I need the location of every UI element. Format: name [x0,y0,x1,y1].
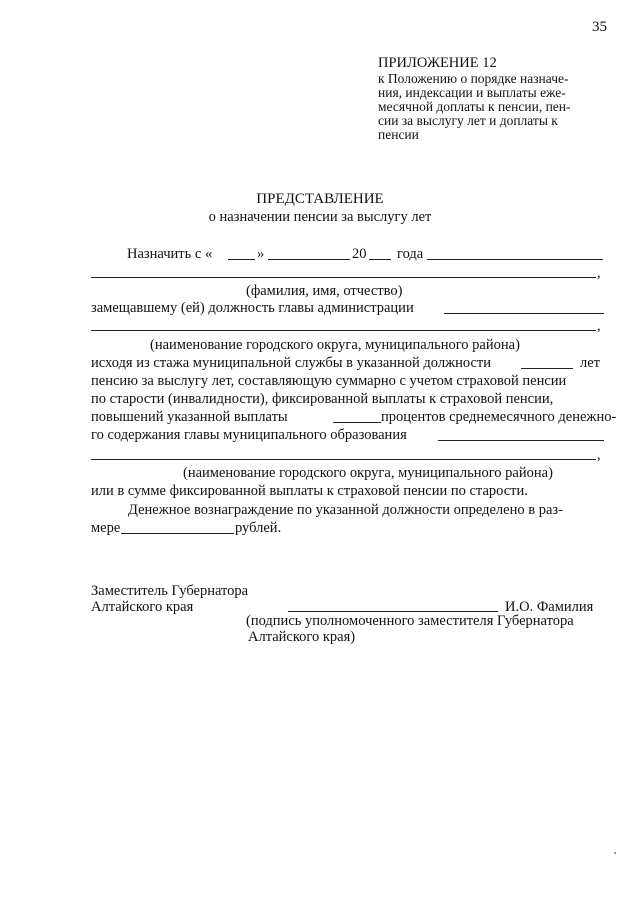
comma: , [597,318,601,334]
appendix-line: к Положению о порядке назначе- [378,71,569,86]
document-title: ПРЕДСТАВЛЕНИЕ [256,191,384,207]
increase-text-end: процентов среднемесячного денежно- [381,409,617,425]
comma: , [597,447,601,463]
percent-blank [333,422,381,423]
signer-name: И.О. Фамилия [505,599,594,615]
size-text: мере [91,520,121,536]
district-caption: (наименование городского округа, муниципального района) [150,337,520,353]
appendix-line: пенсии [378,127,419,142]
pension-text: пенсию за выслугу лет, составляющую суммарно с учетом страховой пенсии [91,373,567,389]
assign-label: Назначить с « [127,246,213,262]
assign-quote: » [257,246,265,262]
month-blank [268,259,350,260]
district-blank-2 [91,459,596,460]
municipality-blank [438,440,604,441]
amount-blank [121,533,234,534]
remuneration-text: Денежное вознаграждение по указанной должности определено в раз- [128,502,563,518]
signer-region: Алтайского края [91,599,194,615]
position-text: замещавшему (ей) должность главы администрации [91,300,414,316]
assign-blank [427,259,603,260]
district-caption: (наименование городского округа, муниципального района) [183,465,553,481]
salary-text: го содержания главы муниципального образования [91,427,407,443]
appendix-line: ния, индексации и выплаты еже- [378,85,566,100]
appendix-heading: ПРИЛОЖЕНИЕ 12 [378,55,497,71]
signature-caption: Алтайского края) [248,629,356,645]
fixed-payment-text: или в сумме фиксированной выплаты к страховой пенсии по старости. [91,483,528,499]
comma: , [597,265,601,281]
year-prefix: 20 [352,246,367,262]
fio-blank [91,277,596,278]
appendix-line: месячной доплаты к пенсии, пен- [378,99,571,114]
document-subtitle: о назначении пенсии за выслугу лет [208,209,432,225]
signer-role: Заместитель Губернатора [91,583,249,599]
day-blank [228,259,255,260]
appendix-line: сии за выслугу лет и доплаты к [378,113,558,128]
increase-text: повышений указанной выплаты [91,409,288,425]
page-number: 35 [592,19,607,35]
district-blank [91,330,596,331]
currency-text: рублей. [235,520,282,536]
seniority-unit: лет [580,355,601,371]
fio-caption: (фамилия, имя, отчество) [246,283,403,299]
scan-speck [614,852,616,854]
seniority-text: исходя из стажа муниципальной службы в указанной должности [91,355,492,371]
old-age-text: по старости (инвалидности), фиксированной выплаты к страховой пенсии, [91,391,554,407]
position-blank [444,313,604,314]
signature-blank [288,611,498,612]
year-word: года [397,246,424,262]
seniority-blank [521,368,573,369]
year-blank [369,259,391,260]
signature-caption: (подпись уполномоченного заместителя Губернатора [246,613,574,629]
